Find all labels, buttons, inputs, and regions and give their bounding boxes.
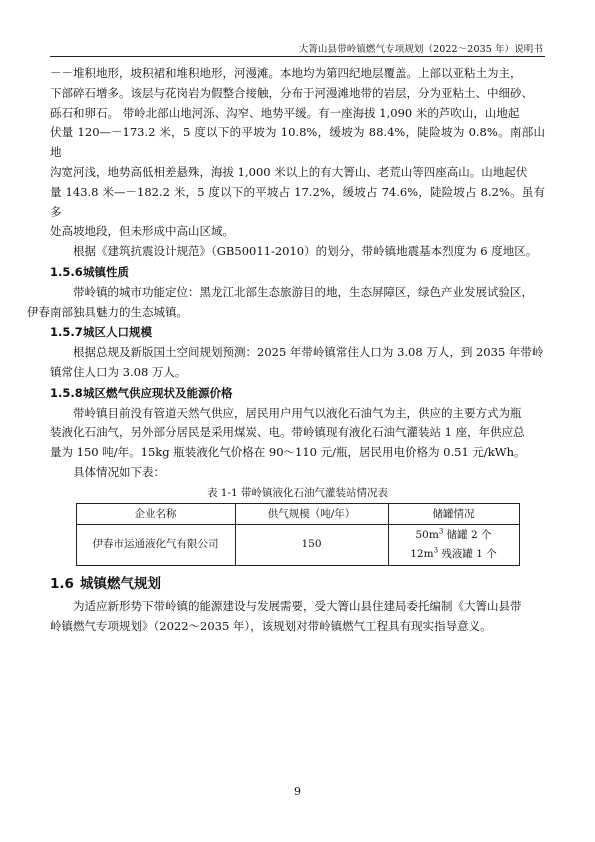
section-number: 1.5.6 [50,264,83,279]
column-header-tanks: 储罐情况 [388,503,519,524]
tank-description: 残液罐 1 个 [438,547,497,560]
text-line: 镇常住人口为 3.08 万人。 [50,364,187,379]
lpg-station-table [76,503,520,566]
text-line: 根据总规及新版国土空间规划预测：2025 年带岭镇常住人口为 3.08 万人，到 2035 年带岭 [73,345,544,360]
text-line: 带岭镇目前没有管道天然气供应，居民用户用气以液化石油气为主，供应的主要方式为瓶 [73,405,522,420]
town-nature-paragraph [27,283,545,323]
section-heading-1-5-7 [50,323,545,343]
text-line: 伏量 120—－173.2 米，5 度以下的平坡为 10.8%，缓坡为 88.4%，陡险坡为 0.8%。南部山地 [50,125,545,160]
cell-company: 伊春市运通液化气有限公司 [76,524,235,565]
section-number: 1.5.7 [50,325,83,340]
tank-line [389,526,519,545]
page-body [27,64,545,636]
table-row [76,524,519,565]
cell-tanks [388,524,519,565]
header-rule [50,56,545,57]
section-number: 1.5.8 [50,385,83,400]
table-intro: 具体情况如下表： [73,464,165,479]
population-paragraph [50,343,545,383]
text-line: 下部碎石增多。该层与花岗岩为假整合接触，分布于河漫滩地带的岩层，分为亚粘土、中细砂、 [50,85,533,100]
section-heading-1-5-8 [50,384,545,404]
unit-superscript: 3 [433,546,439,555]
section-heading-1-5-6 [50,263,545,283]
unit-superscript: 3 [438,527,444,536]
text-line: 伊春南部独具魅力的生态城镇。 [27,304,188,319]
text-line: 为适应新形势下带岭镇的能源建设与发展需要，受大箐山县住建局委托编制《大箐山县带 [73,598,522,613]
text-line: 量 143.8 米—－182.2 米，5 度以下的平坡占 17.2%，缓坡占 74.6%，陡险坡占 8.2%。虽有多 [50,184,545,219]
running-header: 大箐山县带岭镇燃气专项规划（2022～2035 年）说明书 [298,44,543,55]
column-header-company: 企业名称 [76,503,235,524]
cell-scale: 150 [235,524,388,565]
text-line: 砾石和卵石。 带岭北部山地河泺、沟窄、地势平缓。有一座海拔 1,090 米的芦吹山，山地起 [50,105,520,120]
section-title: 城区人口规模 [83,325,152,340]
gas-planning-paragraph [50,597,545,637]
tank-volume: 50m [415,528,439,541]
text-line: 量为 150 吨/年。15kg 瓶装液化气价格在 90～110 元/瓶，居民用电价格为 0.51 元/kWh。 [50,445,526,460]
gas-supply-paragraph [50,404,545,463]
text-line: 处高坡地段，但未形成中高山区域。 [50,224,234,239]
table-caption: 表 1-1 带岭镇液化石油气灌装站情况表 [206,486,389,499]
tank-line [389,545,519,564]
terrain-paragraph [50,64,545,242]
text-line: －－堆积地形，坡积裙和堆积地形，河漫滩。本地均为第四纪地层覆盖。上部以亚粘土为主， [50,66,522,80]
table-header-row [76,503,519,524]
text-line: 带岭镇的城市功能定位：黑龙江北部生态旅游目的地，生态屏障区，绿色产业发展试验区， [73,284,533,299]
section-title: 城镇性质 [83,264,129,279]
section-title: 城镇燃气规划 [80,575,161,592]
column-header-scale: 供气规模（吨/年） [235,503,388,524]
text-line: 岭镇燃气专项规划》（2022～2035 年），该规划对带岭镇燃气工程具有现实指导意义。 [50,618,492,633]
tank-volume: 12m [410,547,434,560]
text-line: 沟宽河浅，地势高低相差悬殊，海拔 1,000 米以上的有大箐山、老荒山等四座高山。山地起伏 [50,164,528,179]
section-title: 城区燃气供应现状及能源价格 [83,385,233,400]
page-number: 9 [294,785,301,798]
tank-description: 储罐 2 个 [443,528,492,541]
seismic-paragraph: 根据《建筑抗震设计规范》（GB50011-2010）的划分，带岭镇地震基本烈度为 6 度地区。 [73,244,538,259]
section-heading-1-6 [50,574,545,594]
text-line: 装液化石油气，另外部分居民是采用煤炭、电。带岭镇现有液化石油气灌装站 1 座，年供应总 [50,425,525,440]
section-number: 1.6 [50,575,74,592]
